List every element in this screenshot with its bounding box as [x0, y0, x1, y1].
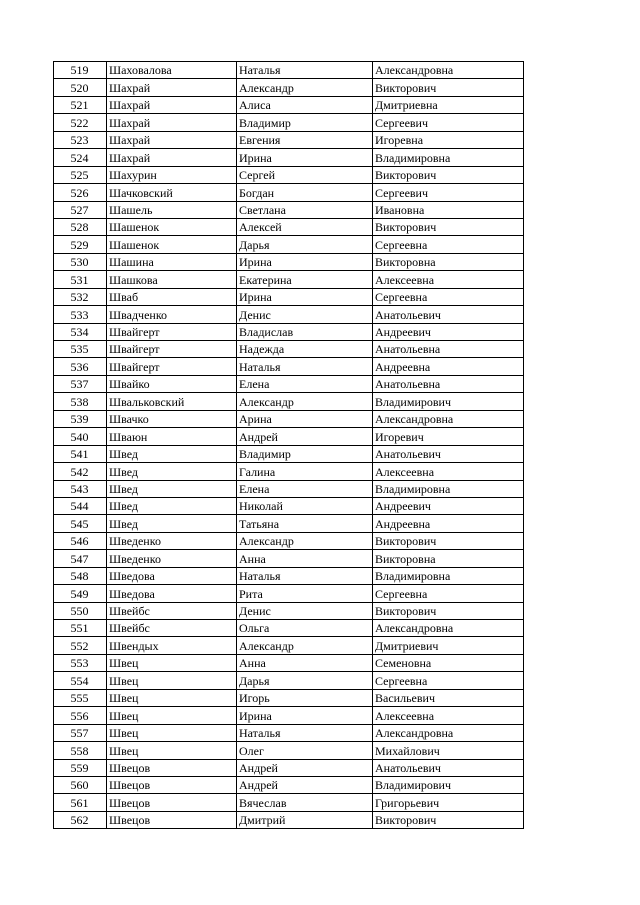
- table-row: [54, 585, 524, 602]
- first-name-cell: Николай: [237, 497, 373, 514]
- row-number-cell: 551: [54, 620, 107, 637]
- row-number-cell: 554: [54, 672, 107, 689]
- table-row: [54, 620, 524, 637]
- patronymic-cell: Ивановна: [373, 201, 524, 218]
- row-number-cell: 548: [54, 567, 107, 584]
- first-name-cell: Сергей: [237, 166, 373, 183]
- first-name-cell: Наталья: [237, 724, 373, 741]
- last-name-cell: Шачковский: [107, 184, 237, 201]
- row-number-cell: 557: [54, 724, 107, 741]
- row-number-cell: 546: [54, 532, 107, 549]
- row-number-cell: 524: [54, 149, 107, 166]
- row-number-cell: 562: [54, 811, 107, 828]
- last-name-cell: Шваюн: [107, 428, 237, 445]
- last-name-cell: Шахрай: [107, 131, 237, 148]
- last-name-cell: Шваб: [107, 288, 237, 305]
- row-number-cell: 541: [54, 445, 107, 462]
- first-name-cell: Ольга: [237, 620, 373, 637]
- table-row: [54, 218, 524, 235]
- last-name-cell: Шашкова: [107, 271, 237, 288]
- patronymic-cell: Александровна: [373, 62, 524, 79]
- table-row: [54, 253, 524, 270]
- first-name-cell: Алексей: [237, 218, 373, 235]
- table-row: [54, 288, 524, 305]
- patronymic-cell: Анатольевич: [373, 759, 524, 776]
- patronymic-cell: Васильевич: [373, 689, 524, 706]
- first-name-cell: Денис: [237, 306, 373, 323]
- row-number-cell: 535: [54, 341, 107, 358]
- patronymic-cell: Владимировна: [373, 149, 524, 166]
- patronymic-cell: Владимировна: [373, 567, 524, 584]
- patronymic-cell: Викторович: [373, 218, 524, 235]
- row-number-cell: 526: [54, 184, 107, 201]
- table-row: [54, 776, 524, 793]
- row-number-cell: 549: [54, 585, 107, 602]
- table-row: [54, 201, 524, 218]
- row-number-cell: 534: [54, 323, 107, 340]
- table-row: [54, 131, 524, 148]
- first-name-cell: Ирина: [237, 253, 373, 270]
- last-name-cell: Шахрай: [107, 149, 237, 166]
- row-number-cell: 561: [54, 794, 107, 811]
- patronymic-cell: Сергеевна: [373, 585, 524, 602]
- first-name-cell: Арина: [237, 410, 373, 427]
- patronymic-cell: Викторович: [373, 602, 524, 619]
- first-name-cell: Игорь: [237, 689, 373, 706]
- last-name-cell: Швецов: [107, 794, 237, 811]
- table-row: [54, 480, 524, 497]
- table-row: [54, 166, 524, 183]
- first-name-cell: Наталья: [237, 62, 373, 79]
- patronymic-cell: Алексеевна: [373, 463, 524, 480]
- patronymic-cell: Александровна: [373, 410, 524, 427]
- last-name-cell: Швецов: [107, 776, 237, 793]
- first-name-cell: Олег: [237, 742, 373, 759]
- first-name-cell: Елена: [237, 375, 373, 392]
- table-row: [54, 463, 524, 480]
- first-name-cell: Екатерина: [237, 271, 373, 288]
- first-name-cell: Александр: [237, 637, 373, 654]
- first-name-cell: Александр: [237, 532, 373, 549]
- patronymic-cell: Алексеевна: [373, 271, 524, 288]
- first-name-cell: Рита: [237, 585, 373, 602]
- patronymic-cell: Сергеевич: [373, 184, 524, 201]
- last-name-cell: Шахрай: [107, 114, 237, 131]
- table-row: [54, 602, 524, 619]
- patronymic-cell: Владимирович: [373, 776, 524, 793]
- patronymic-cell: Андреевич: [373, 323, 524, 340]
- table-row: [54, 358, 524, 375]
- row-number-cell: 538: [54, 393, 107, 410]
- last-name-cell: Швец: [107, 707, 237, 724]
- row-number-cell: 532: [54, 288, 107, 305]
- table-row: [54, 724, 524, 741]
- last-name-cell: Шахрай: [107, 79, 237, 96]
- row-number-cell: 552: [54, 637, 107, 654]
- last-name-cell: Швец: [107, 654, 237, 671]
- patronymic-cell: Сергеевна: [373, 288, 524, 305]
- row-number-cell: 550: [54, 602, 107, 619]
- row-number-cell: 553: [54, 654, 107, 671]
- patronymic-cell: Александровна: [373, 724, 524, 741]
- patronymic-cell: Анатольевич: [373, 445, 524, 462]
- table-row: [54, 532, 524, 549]
- table-row: [54, 323, 524, 340]
- last-name-cell: Швец: [107, 724, 237, 741]
- first-name-cell: Богдан: [237, 184, 373, 201]
- last-name-cell: Швайгерт: [107, 341, 237, 358]
- row-number-cell: 527: [54, 201, 107, 218]
- last-name-cell: Шахурин: [107, 166, 237, 183]
- table-row: [54, 811, 524, 828]
- first-name-cell: Андрей: [237, 428, 373, 445]
- last-name-cell: Шаховалова: [107, 62, 237, 79]
- patronymic-cell: Викторович: [373, 166, 524, 183]
- last-name-cell: Швед: [107, 463, 237, 480]
- row-number-cell: 536: [54, 358, 107, 375]
- table-row: [54, 707, 524, 724]
- first-name-cell: Евгения: [237, 131, 373, 148]
- last-name-cell: Швец: [107, 689, 237, 706]
- last-name-cell: Шахрай: [107, 96, 237, 113]
- last-name-cell: Швайгерт: [107, 358, 237, 375]
- last-name-cell: Швецов: [107, 811, 237, 828]
- first-name-cell: Анна: [237, 654, 373, 671]
- patronymic-cell: Сергеевна: [373, 672, 524, 689]
- last-name-cell: Швец: [107, 742, 237, 759]
- last-name-cell: Швейбс: [107, 602, 237, 619]
- last-name-cell: Швачко: [107, 410, 237, 427]
- last-name-cell: Шведова: [107, 585, 237, 602]
- row-number-cell: 555: [54, 689, 107, 706]
- last-name-cell: Шашина: [107, 253, 237, 270]
- row-number-cell: 556: [54, 707, 107, 724]
- last-name-cell: Шведенко: [107, 550, 237, 567]
- row-number-cell: 559: [54, 759, 107, 776]
- row-number-cell: 523: [54, 131, 107, 148]
- table-row: [54, 550, 524, 567]
- last-name-cell: Швец: [107, 672, 237, 689]
- last-name-cell: Швайгерт: [107, 323, 237, 340]
- first-name-cell: Татьяна: [237, 515, 373, 532]
- row-number-cell: 560: [54, 776, 107, 793]
- patronymic-cell: Андреевна: [373, 358, 524, 375]
- row-number-cell: 525: [54, 166, 107, 183]
- first-name-cell: Анна: [237, 550, 373, 567]
- row-number-cell: 543: [54, 480, 107, 497]
- row-number-cell: 547: [54, 550, 107, 567]
- last-name-cell: Швецов: [107, 759, 237, 776]
- row-number-cell: 537: [54, 375, 107, 392]
- patronymic-cell: Викторович: [373, 79, 524, 96]
- table-row: [54, 428, 524, 445]
- first-name-cell: Ирина: [237, 288, 373, 305]
- table-row: [54, 742, 524, 759]
- patronymic-cell: Григорьевич: [373, 794, 524, 811]
- last-name-cell: Швед: [107, 445, 237, 462]
- patronymic-cell: Игоревич: [373, 428, 524, 445]
- last-name-cell: Шведова: [107, 567, 237, 584]
- first-name-cell: Алиса: [237, 96, 373, 113]
- table-row: [54, 515, 524, 532]
- patronymic-cell: Дмитриевна: [373, 96, 524, 113]
- first-name-cell: Дарья: [237, 236, 373, 253]
- patronymic-cell: Дмитриевич: [373, 637, 524, 654]
- first-name-cell: Вячеслав: [237, 794, 373, 811]
- row-number-cell: 542: [54, 463, 107, 480]
- first-name-cell: Надежда: [237, 341, 373, 358]
- table-row: [54, 410, 524, 427]
- first-name-cell: Дарья: [237, 672, 373, 689]
- patronymic-cell: Игоревна: [373, 131, 524, 148]
- table-row: [54, 375, 524, 392]
- table-row: [54, 341, 524, 358]
- last-name-cell: Шведенко: [107, 532, 237, 549]
- row-number-cell: 522: [54, 114, 107, 131]
- table-row: [54, 149, 524, 166]
- patronymic-cell: Сергеевна: [373, 236, 524, 253]
- patronymic-cell: Анатольевна: [373, 341, 524, 358]
- first-name-cell: Наталья: [237, 358, 373, 375]
- row-number-cell: 544: [54, 497, 107, 514]
- first-name-cell: Галина: [237, 463, 373, 480]
- row-number-cell: 520: [54, 79, 107, 96]
- last-name-cell: Шашель: [107, 201, 237, 218]
- patronymic-cell: Сергеевич: [373, 114, 524, 131]
- row-number-cell: 540: [54, 428, 107, 445]
- row-number-cell: 521: [54, 96, 107, 113]
- table-row: [54, 637, 524, 654]
- row-number-cell: 530: [54, 253, 107, 270]
- table-row: [54, 759, 524, 776]
- names-table: [53, 61, 524, 829]
- table-row: [54, 567, 524, 584]
- patronymic-cell: Викторовна: [373, 253, 524, 270]
- patronymic-cell: Михайлович: [373, 742, 524, 759]
- table-row: [54, 114, 524, 131]
- table-row: [54, 393, 524, 410]
- first-name-cell: Андрей: [237, 776, 373, 793]
- row-number-cell: 558: [54, 742, 107, 759]
- table-row: [54, 184, 524, 201]
- table-row: [54, 271, 524, 288]
- last-name-cell: Швальковский: [107, 393, 237, 410]
- last-name-cell: Шашенок: [107, 218, 237, 235]
- first-name-cell: Владимир: [237, 114, 373, 131]
- row-number-cell: 529: [54, 236, 107, 253]
- patronymic-cell: Викторовна: [373, 550, 524, 567]
- last-name-cell: Швед: [107, 480, 237, 497]
- first-name-cell: Андрей: [237, 759, 373, 776]
- first-name-cell: Александр: [237, 79, 373, 96]
- table-row: [54, 62, 524, 79]
- row-number-cell: 519: [54, 62, 107, 79]
- table-row: [54, 306, 524, 323]
- patronymic-cell: Анатольевич: [373, 306, 524, 323]
- row-number-cell: 528: [54, 218, 107, 235]
- table-row: [54, 445, 524, 462]
- first-name-cell: Светлана: [237, 201, 373, 218]
- table-row: [54, 689, 524, 706]
- first-name-cell: Ирина: [237, 707, 373, 724]
- patronymic-cell: Семеновна: [373, 654, 524, 671]
- patronymic-cell: Викторович: [373, 532, 524, 549]
- patronymic-cell: Владимировна: [373, 480, 524, 497]
- patronymic-cell: Андреевна: [373, 515, 524, 532]
- first-name-cell: Ирина: [237, 149, 373, 166]
- last-name-cell: Швадченко: [107, 306, 237, 323]
- first-name-cell: Александр: [237, 393, 373, 410]
- last-name-cell: Швед: [107, 497, 237, 514]
- patronymic-cell: Владимирович: [373, 393, 524, 410]
- patronymic-cell: Александровна: [373, 620, 524, 637]
- table-row: [54, 236, 524, 253]
- row-number-cell: 531: [54, 271, 107, 288]
- last-name-cell: Швендых: [107, 637, 237, 654]
- first-name-cell: Наталья: [237, 567, 373, 584]
- table-row: [54, 654, 524, 671]
- last-name-cell: Швайко: [107, 375, 237, 392]
- first-name-cell: Владимир: [237, 445, 373, 462]
- last-name-cell: Шашенок: [107, 236, 237, 253]
- last-name-cell: Швейбс: [107, 620, 237, 637]
- table-row: [54, 79, 524, 96]
- row-number-cell: 539: [54, 410, 107, 427]
- row-number-cell: 533: [54, 306, 107, 323]
- names-table-body: [54, 62, 524, 829]
- last-name-cell: Швед: [107, 515, 237, 532]
- table-row: [54, 794, 524, 811]
- patronymic-cell: Викторович: [373, 811, 524, 828]
- row-number-cell: 545: [54, 515, 107, 532]
- patronymic-cell: Анатольевна: [373, 375, 524, 392]
- first-name-cell: Елена: [237, 480, 373, 497]
- first-name-cell: Дмитрий: [237, 811, 373, 828]
- first-name-cell: Денис: [237, 602, 373, 619]
- table-row: [54, 497, 524, 514]
- table-row: [54, 96, 524, 113]
- table-row: [54, 672, 524, 689]
- patronymic-cell: Алексеевна: [373, 707, 524, 724]
- patronymic-cell: Андреевич: [373, 497, 524, 514]
- first-name-cell: Владислав: [237, 323, 373, 340]
